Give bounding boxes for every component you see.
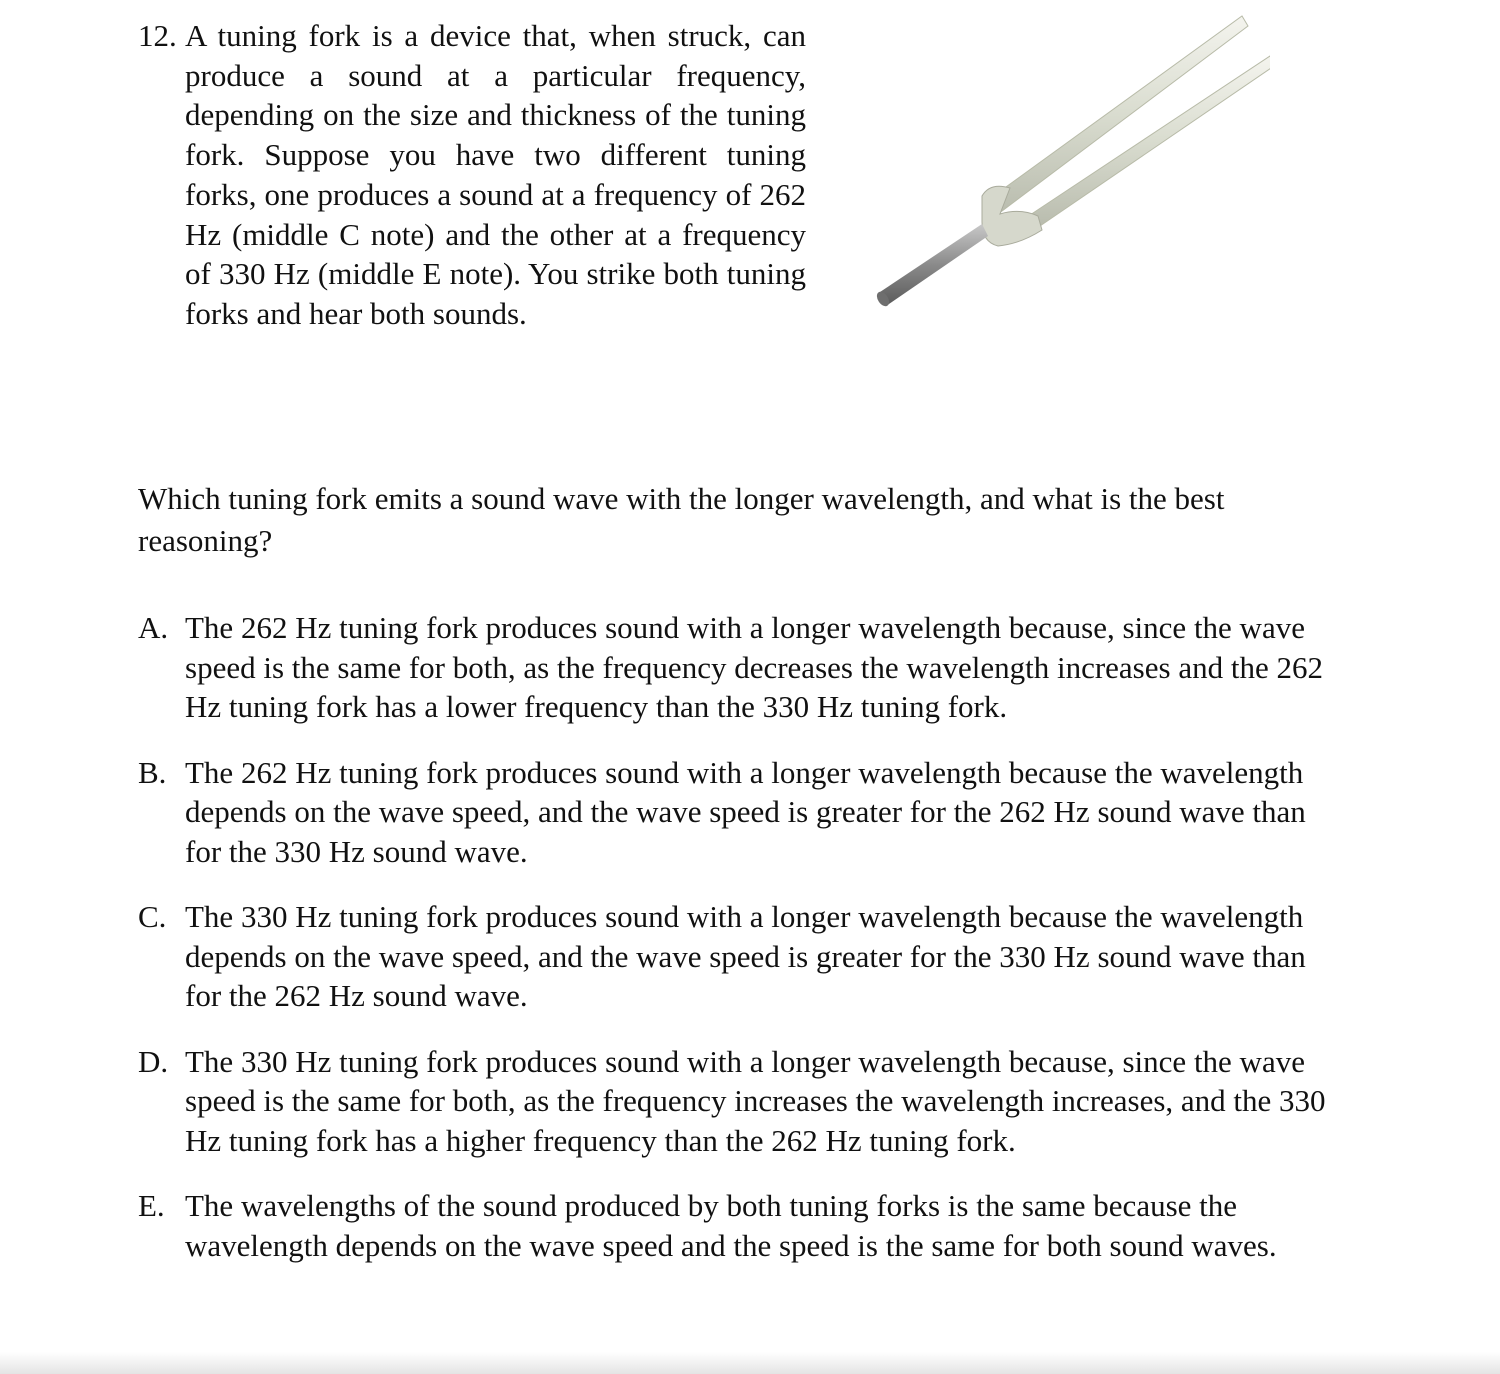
- option-a: [138, 608, 1338, 727]
- option-letter: B.: [138, 754, 167, 790]
- option-text: The 330 Hz tuning fork produces sound with a longer wavelength because, since the wave speed is the same for both, as the frequency increases the wavelength increases, and the 330 Hz tuning fork has a higher frequency than the 262 Hz tuning fork.: [185, 1043, 1326, 1158]
- question-number: 12.: [138, 18, 177, 53]
- page-bottom-fade: [0, 1352, 1500, 1374]
- option-b: [138, 753, 1338, 872]
- fork-prong-upper: [988, 16, 1248, 214]
- question-text: [138, 16, 806, 334]
- option-c: [138, 897, 1338, 1016]
- option-text: The 330 Hz tuning fork produces sound with a longer wavelength because the wavelength depends on the wave speed, and the wave speed is greater for the 330 Hz sound wave than for the 262 Hz sound wave.: [185, 899, 1306, 1013]
- question-block: [138, 16, 806, 334]
- fork-stem: [880, 224, 988, 306]
- option-letter: C.: [138, 899, 167, 934]
- option-d: [138, 1042, 1338, 1161]
- option-text: The 262 Hz tuning fork produces sound with a longer wavelength because, since the wave speed is the same for both, as the frequency decreases the wavelength increases and the 262 Hz tuning fork has a lower frequency than the 330 Hz tuning fork.: [185, 610, 1323, 724]
- option-e: [138, 1186, 1338, 1265]
- prompt-text: Which tuning fork emits a sound wave with the longer wavelength, and what is the best reasoning?: [138, 481, 1225, 558]
- option-text: The 262 Hz tuning fork produces sound with a longer wavelength because the wavelength depends on the wave speed, and the wave speed is greater for the 262 Hz sound wave than for the 330 Hz sound wave.: [185, 754, 1306, 869]
- option-letter: E.: [138, 1188, 165, 1223]
- fork-prong-lower: [1030, 56, 1270, 226]
- option-letter: A.: [138, 610, 169, 645]
- option-letter: D.: [138, 1043, 169, 1079]
- answer-options: [138, 608, 1338, 1291]
- option-text: The wavelengths of the sound produced by both tuning forks is the same because the wavelength depends on the wave speed and the speed is the same for both sound waves.: [185, 1188, 1277, 1263]
- question-body: A tuning fork is a device that, when struck, can produce a sound at a particular frequency, depending on the size and thickness of the tuning fork. Suppose you have two different tuning forks, one produces a sound at a frequency of 262 Hz (middle C note) and the other at a frequency of 330 Hz (middle E note). You strike both tuning forks and hear both sounds.: [185, 18, 806, 331]
- tuning-fork-image: [870, 10, 1270, 320]
